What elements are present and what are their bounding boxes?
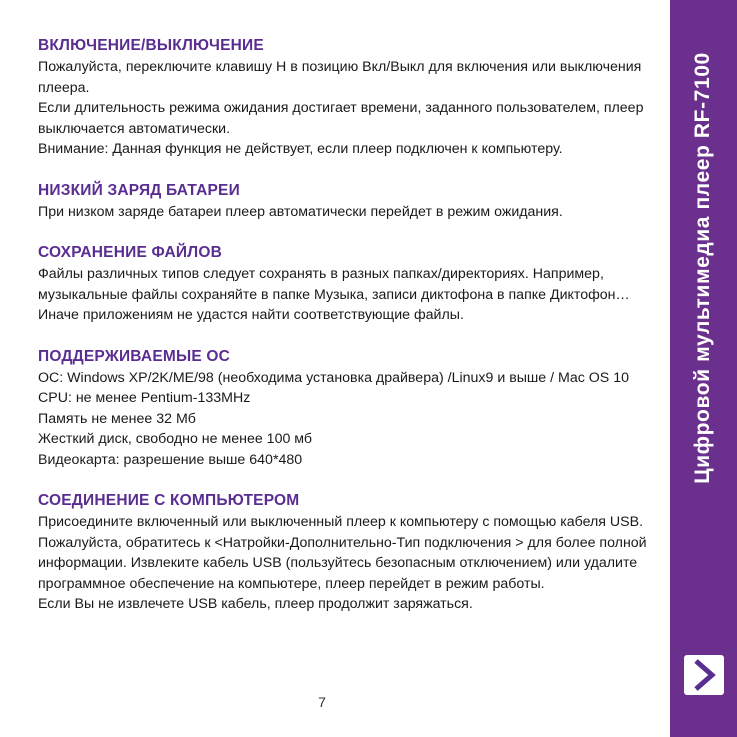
section-heading: СОЕДИНЕНИЕ С КОМПЬЮТЕРОМ (38, 492, 300, 509)
section-pc-connection (38, 491, 650, 615)
sidebar (670, 0, 737, 737)
paragraph: Видеокарта: разрешение выше 640*480 (38, 451, 303, 468)
paragraph: Файлы различных типов следует сохранять в разных папках/директориях. Например, музыкальные файлы сохраняйте в папке Музыка, записи диктофона в папке Диктофон…Иначе приложениям не удастся найти соответствующие файлы. (38, 266, 630, 323)
paragraph: CPU: не менее Pentium-133MHz (38, 390, 251, 406)
next-page-button[interactable] (684, 655, 724, 695)
paragraph: Внимание: Данная функция не действует, если плеер подключен к компьютеру. (38, 141, 563, 157)
section-heading: ВКЛЮЧЕНИЕ/ВЫКЛЮЧЕНИЕ (38, 37, 264, 54)
section-low-battery (38, 181, 650, 223)
section-heading: СОХРАНЕНИЕ ФАЙЛОВ (38, 244, 222, 261)
paragraph: Присоедините включенный или выключенный плеер к компьютеру с помощью кабеля USB. Пожалуйста, обратитесь к <Натройки-Дополнительно-Тип подключения > для более полной информации. Извлеките кабель USB (пользуйтесь безопасным отключением) или удалите программное обеспечение на компьютере, плеер перейдет в режим работы. (38, 514, 647, 592)
paragraph: Пожалуйста, переключите клавишу H в позицию Вкл/Выкл для включения или выключения плеера. (38, 59, 642, 96)
paragraph: Жесткий диск, свободно не менее 100 мб (38, 431, 313, 447)
section-saving-files (38, 243, 650, 326)
paragraph: Если длительность режима ожидания достигает времени, заданного пользователем, плеер выключается автоматически. (38, 100, 644, 137)
paragraph: Если Вы не извлечете USB кабель, плеер продолжит заряжаться. (38, 596, 473, 612)
sidebar-title: Цифровой мультимедиа плеер RF-7100 (691, 52, 714, 484)
page-number: 7 (318, 694, 326, 710)
section-power (38, 36, 650, 160)
manual-content (38, 36, 650, 636)
paragraph: ОС: Windows XP/2K/ME/98 (необходима установка драйвера) /Linux9 и выше / Mac OS 10 (38, 369, 629, 386)
paragraph: При низком заряде батареи плеер автоматически перейдет в режим ожидания. (38, 203, 563, 220)
chevron-right-icon (684, 655, 724, 695)
section-heading: НИЗКИЙ ЗАРЯД БАТАРЕИ (38, 181, 240, 199)
section-supported-os (38, 347, 650, 471)
paragraph: Память не менее 32 Мб (38, 410, 196, 427)
section-heading: ПОДДЕРЖИВАЕМЫЕ ОС (38, 347, 231, 365)
